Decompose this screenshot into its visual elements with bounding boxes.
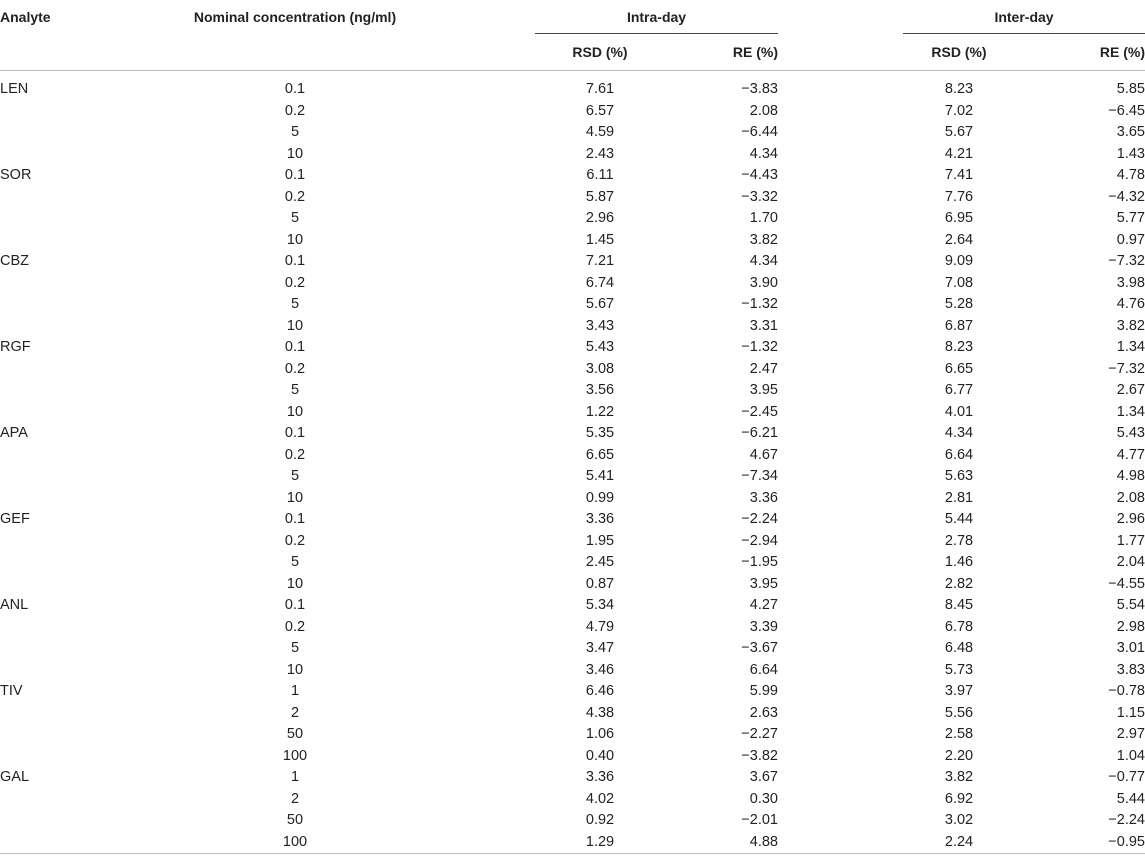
table-row (0, 101, 1145, 123)
cell-inter-rsd: 6.87 (944, 317, 974, 334)
cell-nominal-concentration: 10 (286, 575, 304, 592)
table-row (0, 187, 1145, 209)
cell-analyte: SOR (0, 167, 32, 183)
cell-analyte (0, 294, 100, 316)
cell-inter-re: 2.08 (1116, 489, 1145, 506)
cell-inter-rsd: 6.65 (944, 360, 974, 377)
table-row (0, 724, 1145, 746)
cell-intra-re: 3.90 (749, 274, 778, 291)
cell-intra-re: 3.39 (749, 618, 778, 635)
cell-inter-re: 1.15 (1116, 704, 1145, 721)
cell-inter-rsd: 2.81 (944, 489, 974, 506)
table-row (0, 617, 1145, 639)
intra-day-rule (535, 33, 778, 34)
cell-nominal-concentration: 5 (290, 554, 300, 570)
cell-inter-rsd: 2.82 (944, 575, 974, 592)
cell-intra-re: 4.67 (749, 446, 778, 463)
cell-intra-rsd: 6.46 (585, 683, 615, 699)
cell-intra-re: 4.34 (749, 145, 778, 162)
cell-intra-re: 3.95 (749, 382, 778, 398)
cell-intra-rsd: 0.40 (585, 747, 615, 764)
cell-intra-rsd: 4.59 (585, 124, 615, 140)
cell-inter-rsd: 3.82 (944, 769, 974, 785)
cell-nominal-concentration: 0.1 (284, 81, 306, 97)
cell-inter-re: 2.96 (1116, 511, 1145, 527)
cell-nominal-concentration: 0.1 (284, 339, 306, 355)
cell-inter-rsd: 2.20 (944, 747, 974, 764)
cell-inter-rsd: 6.95 (944, 210, 974, 226)
cell-intra-re: −2.94 (741, 532, 778, 549)
cell-intra-rsd: 4.38 (585, 704, 615, 721)
cell-nominal-concentration: 5 (290, 296, 300, 312)
col-header-intra-rsd: RSD (%) (535, 34, 665, 71)
cell-nominal-concentration: 5 (290, 210, 300, 226)
cell-nominal-concentration: 5 (290, 382, 300, 398)
cell-analyte (0, 273, 100, 295)
cell-nominal-concentration: 10 (286, 489, 304, 506)
table-row (0, 294, 1145, 316)
cell-inter-rsd: 2.78 (944, 532, 974, 549)
cell-intra-rsd: 5.34 (585, 597, 615, 613)
cell-intra-rsd: 0.92 (585, 812, 615, 828)
col-header-intra-re: RE (%) (665, 34, 778, 71)
cell-inter-re: −6.45 (1108, 102, 1145, 119)
cell-analyte: LEN (0, 81, 29, 97)
cell-inter-re: 5.85 (1116, 81, 1145, 97)
cell-nominal-concentration: 50 (286, 812, 304, 828)
table-row (0, 746, 1145, 768)
cell-intra-re: −1.32 (741, 296, 778, 312)
cell-nominal-concentration: 10 (286, 145, 304, 162)
cell-inter-re: 5.77 (1116, 210, 1145, 226)
cell-intra-re: −2.24 (741, 511, 778, 527)
cell-inter-re: 4.76 (1116, 296, 1145, 312)
cell-inter-rsd: 5.44 (944, 511, 974, 527)
cell-intra-re: −2.45 (741, 403, 778, 420)
cell-inter-re: 3.98 (1116, 274, 1145, 291)
cell-intra-re: −3.67 (741, 640, 778, 656)
cell-intra-rsd: 3.08 (585, 360, 615, 377)
cell-analyte (0, 316, 100, 338)
col-header-inter-re: RE (%) (1015, 34, 1145, 71)
cell-inter-rsd: 5.63 (944, 468, 974, 484)
cell-analyte: ANL (0, 597, 29, 613)
cell-nominal-concentration: 1 (290, 683, 300, 699)
table-row (0, 423, 1145, 445)
cell-nominal-concentration: 2 (290, 790, 300, 807)
cell-intra-rsd: 5.35 (585, 425, 615, 441)
cell-inter-re: 4.77 (1116, 446, 1145, 463)
cell-intra-re: −1.32 (741, 339, 778, 355)
cell-intra-rsd: 0.87 (585, 575, 615, 592)
cell-intra-rsd: 1.95 (585, 532, 615, 549)
cell-intra-re: −6.21 (741, 425, 778, 441)
cell-inter-rsd: 4.34 (944, 425, 974, 441)
cell-inter-re: 2.04 (1116, 554, 1145, 570)
cell-inter-re: −0.77 (1108, 769, 1145, 785)
cell-analyte (0, 466, 100, 488)
header-row-groups (0, 0, 1145, 34)
cell-analyte: GEF (0, 511, 30, 527)
cell-inter-re: 3.83 (1116, 661, 1145, 678)
cell-nominal-concentration: 0.2 (284, 102, 306, 119)
cell-inter-rsd: 4.01 (944, 403, 974, 420)
table-row (0, 402, 1145, 424)
col-header-nominal-concentration: Nominal concentration (ng/ml) (193, 9, 397, 25)
cell-nominal-concentration: 100 (282, 747, 308, 764)
inter-day-rule (903, 33, 1145, 34)
cell-intra-re: −3.82 (741, 747, 778, 764)
cell-nominal-concentration: 0.1 (284, 425, 306, 441)
cell-analyte (0, 552, 100, 574)
cell-inter-rsd: 4.21 (944, 145, 974, 162)
table-row (0, 466, 1145, 488)
table-row (0, 703, 1145, 725)
table-row (0, 810, 1145, 832)
cell-inter-rsd: 6.78 (944, 618, 974, 635)
table-body (0, 71, 1145, 854)
cell-intra-rsd: 1.29 (535, 832, 665, 854)
cell-intra-re: 6.64 (749, 661, 778, 678)
table-row (0, 380, 1145, 402)
cell-analyte (0, 380, 100, 402)
cell-inter-re: 0.97 (1116, 231, 1145, 248)
cell-analyte (0, 144, 100, 166)
cell-intra-re: 2.47 (749, 360, 778, 377)
intra-day-label: Intra-day (626, 9, 687, 25)
cell-analyte: RGF (0, 339, 31, 355)
cell-inter-re: 5.43 (1116, 425, 1145, 441)
cell-inter-rsd: 5.56 (944, 704, 974, 721)
table-row (0, 208, 1145, 230)
cell-nominal-concentration: 1 (290, 769, 300, 785)
cell-nominal-concentration: 100 (100, 832, 490, 854)
cell-inter-re: 1.43 (1116, 145, 1145, 162)
cell-nominal-concentration: 10 (286, 661, 304, 678)
cell-inter-re: −7.32 (1108, 360, 1145, 377)
cell-analyte (0, 359, 100, 381)
table-row (0, 337, 1145, 359)
cell-intra-rsd: 1.22 (585, 403, 615, 420)
cell-intra-rsd: 6.11 (586, 167, 614, 183)
table-row (0, 251, 1145, 273)
cell-intra-rsd: 2.96 (585, 210, 615, 226)
cell-inter-re: 2.67 (1116, 382, 1145, 398)
cell-inter-re: 2.98 (1116, 618, 1145, 635)
cell-intra-rsd: 6.57 (585, 102, 615, 119)
cell-inter-re: 1.77 (1116, 532, 1145, 549)
cell-inter-rsd: 1.46 (944, 554, 974, 570)
cell-intra-rsd: 5.43 (585, 339, 615, 355)
cell-analyte (0, 703, 100, 725)
table-row (0, 273, 1145, 295)
cell-intra-re: 1.70 (749, 210, 778, 226)
cell-intra-rsd: 4.02 (585, 790, 615, 807)
cell-intra-rsd: 1.06 (585, 726, 615, 742)
cell-inter-re: 1.34 (1116, 339, 1145, 355)
cell-nominal-concentration: 0.1 (284, 597, 306, 613)
cell-nominal-concentration: 5 (290, 468, 300, 484)
table-row (0, 165, 1145, 187)
cell-inter-re: −7.32 (1108, 253, 1145, 269)
cell-intra-re: 3.36 (749, 489, 778, 506)
cell-inter-re: −0.95 (1015, 832, 1145, 854)
cell-intra-rsd: 3.56 (585, 382, 615, 398)
cell-intra-rsd: 3.46 (585, 661, 615, 678)
cell-intra-re: 0.30 (749, 790, 778, 807)
cell-analyte (0, 832, 100, 854)
cell-analyte (0, 724, 100, 746)
cell-analyte: APA (0, 425, 28, 441)
table-row (0, 316, 1145, 338)
table-row (0, 230, 1145, 252)
cell-inter-re: 3.65 (1116, 124, 1145, 140)
table-row (0, 832, 1145, 854)
cell-nominal-concentration: 0.1 (284, 253, 306, 269)
cell-intra-re: 4.88 (665, 832, 778, 854)
cell-inter-re: 5.44 (1116, 790, 1145, 807)
cell-intra-re: −3.83 (741, 81, 778, 97)
col-header-analyte: Analyte (0, 9, 51, 25)
cell-intra-rsd: 5.67 (585, 296, 615, 312)
cell-inter-rsd: 8.23 (944, 81, 974, 97)
cell-inter-re: 3.01 (1116, 640, 1145, 656)
cell-nominal-concentration: 0.2 (284, 618, 306, 635)
cell-intra-re: −7.34 (741, 468, 778, 484)
table-row (0, 789, 1145, 811)
cell-intra-re: −6.44 (741, 124, 778, 140)
cell-inter-rsd: 6.48 (944, 640, 974, 656)
table-row (0, 767, 1145, 789)
cell-analyte: TIV (0, 683, 23, 699)
cell-inter-re: 1.04 (1116, 747, 1145, 764)
cell-inter-rsd: 7.41 (944, 167, 974, 183)
inter-day-label: Inter-day (994, 9, 1054, 25)
cell-nominal-concentration: 0.2 (284, 446, 306, 463)
cell-intra-re: 3.95 (749, 575, 778, 592)
cell-intra-rsd: 3.47 (585, 640, 615, 656)
cell-analyte (0, 810, 100, 832)
cell-inter-rsd: 3.02 (944, 812, 974, 828)
cell-nominal-concentration: 0.1 (284, 511, 306, 527)
table-row (0, 144, 1145, 166)
cell-intra-rsd: 3.43 (585, 317, 615, 334)
cell-intra-rsd: 4.79 (585, 618, 615, 635)
cell-inter-rsd: 6.64 (944, 446, 974, 463)
cell-intra-rsd: 6.74 (585, 274, 615, 291)
cell-intra-re: 4.27 (749, 597, 778, 613)
cell-intra-re: −4.43 (741, 167, 778, 183)
cell-intra-rsd: 5.87 (585, 188, 615, 205)
cell-nominal-concentration: 0.1 (284, 167, 306, 183)
cell-analyte (0, 574, 100, 596)
cell-inter-re: 4.98 (1116, 468, 1145, 484)
cell-inter-rsd: 5.73 (944, 661, 974, 678)
table-row (0, 552, 1145, 574)
cell-inter-rsd: 9.09 (944, 253, 974, 269)
cell-analyte (0, 208, 100, 230)
cell-inter-rsd: 7.76 (944, 188, 974, 205)
cell-analyte (0, 122, 100, 144)
cell-intra-re: 4.34 (749, 253, 778, 269)
cell-nominal-concentration: 0.2 (284, 360, 306, 377)
cell-intra-re: 2.08 (749, 102, 778, 119)
cell-inter-rsd: 5.28 (944, 296, 974, 312)
cell-intra-rsd: 7.21 (585, 253, 615, 269)
cell-intra-rsd: 3.36 (585, 769, 615, 785)
cell-nominal-concentration: 0.2 (284, 274, 306, 291)
cell-analyte (0, 445, 100, 467)
table-row (0, 660, 1145, 682)
cell-intra-re: −2.27 (741, 726, 778, 742)
cell-inter-rsd: 2.58 (944, 726, 974, 742)
cell-inter-rsd: 3.97 (944, 683, 974, 699)
cell-inter-rsd: 7.08 (944, 274, 974, 291)
cell-nominal-concentration: 50 (286, 726, 304, 742)
table-row (0, 595, 1145, 617)
table-row (0, 359, 1145, 381)
cell-analyte (0, 789, 100, 811)
cell-analyte: CBZ (0, 253, 29, 269)
cell-analyte (0, 660, 100, 682)
cell-inter-re: −2.24 (1108, 812, 1145, 828)
cell-analyte (0, 746, 100, 768)
cell-intra-re: 3.67 (749, 769, 778, 785)
cell-inter-re: 1.34 (1116, 403, 1145, 420)
cell-inter-rsd: 8.45 (944, 597, 974, 613)
cell-inter-rsd: 8.23 (944, 339, 974, 355)
cell-nominal-concentration: 5 (290, 640, 300, 656)
cell-intra-re: −1.95 (741, 554, 778, 570)
cell-inter-re: 5.54 (1116, 597, 1145, 613)
cell-intra-rsd: 7.61 (585, 81, 615, 97)
cell-intra-rsd: 2.43 (585, 145, 615, 162)
cell-analyte (0, 230, 100, 252)
cell-inter-rsd: 2.64 (944, 231, 974, 248)
cell-analyte (0, 531, 100, 553)
cell-intra-re: 5.99 (749, 683, 778, 699)
cell-intra-rsd: 0.99 (585, 489, 615, 506)
cell-analyte (0, 488, 100, 510)
cell-analyte (0, 638, 100, 660)
cell-inter-re: −4.55 (1108, 575, 1145, 592)
cell-inter-re: 4.78 (1116, 167, 1145, 183)
cell-intra-re: 2.63 (749, 704, 778, 721)
cell-inter-rsd: 7.02 (944, 102, 974, 119)
cell-nominal-concentration: 2 (290, 704, 300, 721)
cell-intra-rsd: 1.45 (585, 231, 615, 248)
cell-intra-rsd: 2.45 (585, 554, 615, 570)
table-row (0, 638, 1145, 660)
cell-nominal-concentration: 0.2 (284, 532, 306, 549)
cell-inter-re: −4.32 (1108, 188, 1145, 205)
cell-intra-rsd: 3.36 (585, 511, 615, 527)
cell-analyte (0, 402, 100, 424)
cell-inter-rsd: 5.67 (944, 124, 974, 140)
cell-intra-re: −3.32 (741, 188, 778, 205)
cell-intra-re: 3.82 (749, 231, 778, 248)
cell-inter-re: −0.78 (1108, 683, 1145, 699)
cell-analyte: GAL (0, 769, 30, 785)
table-row (0, 681, 1145, 703)
cell-nominal-concentration: 0.2 (284, 188, 306, 205)
cell-intra-rsd: 6.65 (585, 446, 615, 463)
cell-nominal-concentration: 10 (286, 403, 304, 420)
table-row (0, 574, 1145, 596)
cell-intra-rsd: 5.41 (585, 468, 615, 484)
table-row (0, 122, 1145, 144)
col-group-inter-day (903, 0, 1145, 34)
table-row (0, 509, 1145, 531)
cell-inter-rsd: 6.77 (944, 382, 974, 398)
cell-intra-re: −2.01 (741, 812, 778, 828)
table-row (0, 71, 1145, 101)
cell-inter-re: 2.97 (1116, 726, 1145, 742)
table-row (0, 445, 1145, 467)
cell-inter-re: 3.82 (1116, 317, 1145, 334)
cell-analyte (0, 617, 100, 639)
header-row-subcolumns (0, 34, 1145, 71)
cell-analyte (0, 187, 100, 209)
table-row (0, 488, 1145, 510)
cell-nominal-concentration: 10 (286, 317, 304, 334)
cell-analyte (0, 101, 100, 123)
col-header-inter-rsd: RSD (%) (903, 34, 1015, 71)
cell-inter-rsd: 2.24 (903, 832, 1015, 854)
cell-intra-re: 3.31 (749, 317, 778, 334)
cell-nominal-concentration: 10 (286, 231, 304, 248)
col-group-intra-day (535, 0, 778, 34)
cell-nominal-concentration: 5 (290, 124, 300, 140)
cell-inter-rsd: 6.92 (944, 790, 974, 807)
table-row (0, 531, 1145, 553)
